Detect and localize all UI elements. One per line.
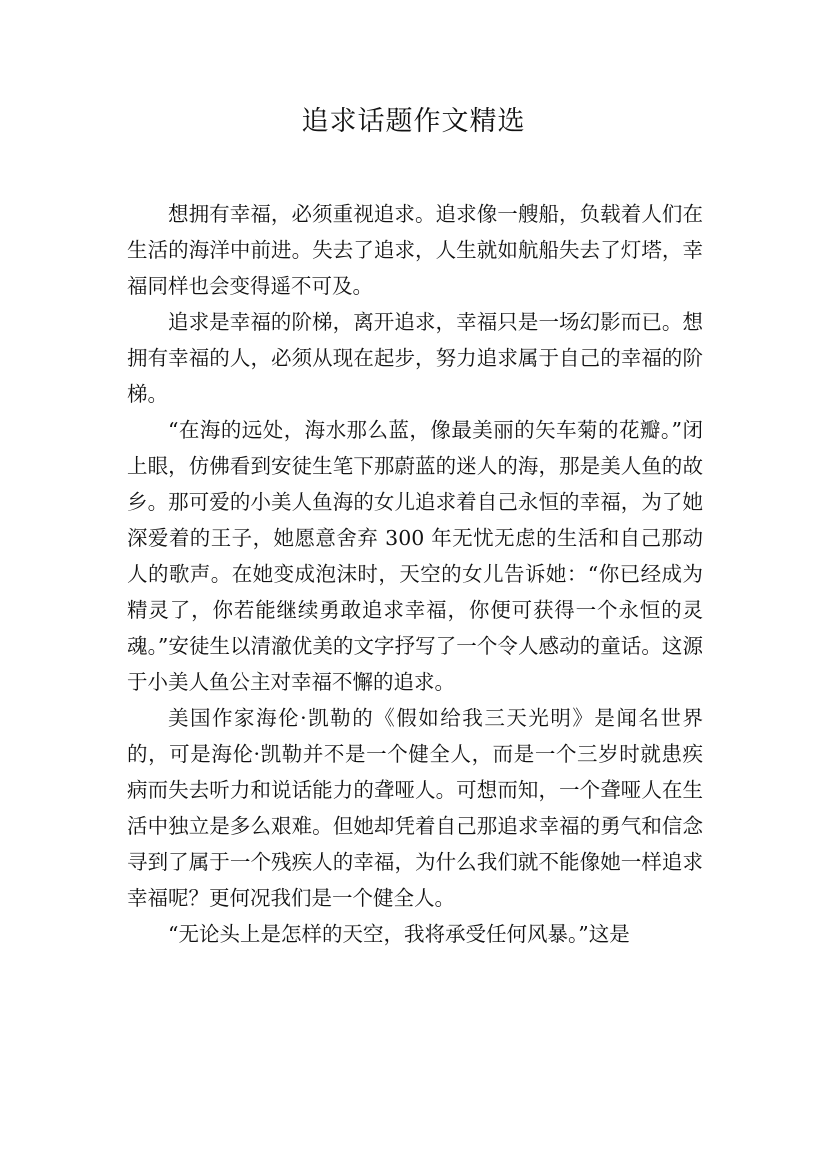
paragraph-3: “在海的远处，海水那么蓝，像最美丽的矢车菊的花瓣。”闭上眼，仿佛看到安徒生笔下那蔚蓝的迷人的海，那是美人鱼的故乡。那可爱的小美人鱼海的女儿追求着自己永恒的幸福，为了她深爱着的王子，她愿意舍弃 300 年无忧无虑的生活和自己那动人的歌声。在她变成泡沫时，天空的女儿告诉她：“你已经成为精灵了，你若能继续勇敢追求幸福，你便可获得一个永恒的灵魂。”安徒生以清澈优美的文字抒写了一个令人感动的童话。这源于小美人鱼公主对幸福不懈的追求。 (127, 418, 703, 694)
paragraph-4: 美国作家海伦·凯勒的《假如给我三天光明》是闻名世界的，可是海伦·凯勒并不是一个健全人，而是一个三岁时就患疾病而失去听力和说话能力的聋哑人。可想而知，一个聋哑人在生活中独立是多么艰难。但她却凭着自己那追求幸福的勇气和信念寻到了属于一个残疾人的幸福，为什么我们就不能像她一样追求幸福呢？更何况我们是一个健全人。 (127, 706, 703, 910)
paragraph-2: 追求是幸福的阶梯，离开追求，幸福只是一场幻影而已。想拥有幸福的人，必须从现在起步，努力追求属于自己的幸福的阶梯。 (127, 310, 703, 406)
paragraph-5: “无论头上是怎样的天空，我将承受任何风暴。”这是 (168, 922, 630, 946)
paragraph-1: 想拥有幸福，必须重视追求。追求像一艘船，负载着人们在生活的海洋中前进。失去了追求，人生就如航船失去了灯塔，幸福同样也会变得遥不可及。 (127, 202, 703, 298)
document-title: 追求话题作文精选 (301, 106, 526, 137)
document-body (127, 196, 703, 952)
